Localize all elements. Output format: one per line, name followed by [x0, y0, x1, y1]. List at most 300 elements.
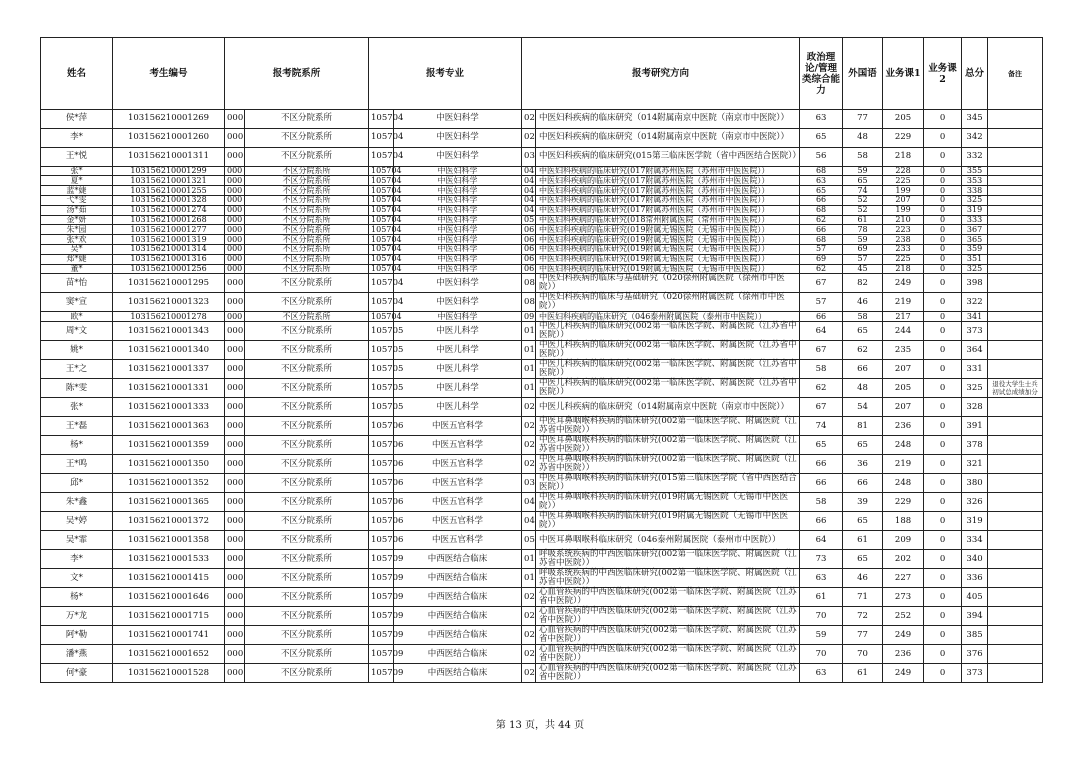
cell-dept: 不区分院系所 [245, 225, 369, 235]
cell-course1: 202 [883, 550, 924, 569]
cell-course2: 0 [924, 186, 962, 196]
cell-major: 中医妇科学 [394, 274, 522, 293]
cell-major: 中医儿科学 [394, 341, 522, 360]
cell-name: 郑*婕 [41, 254, 113, 264]
cell-dir-code: 06 [522, 264, 536, 274]
cell-dept-code: 000 [225, 215, 245, 225]
cell-dept: 不区分院系所 [245, 110, 369, 129]
cell-dir-code: 08 [522, 293, 536, 312]
cell-exam-no: 103156210001646 [113, 588, 225, 607]
cell-exam-no: 103156210001337 [113, 360, 225, 379]
cell-total: 378 [962, 436, 988, 455]
table-row [41, 512, 1043, 531]
cell-dir-code: 01 [522, 341, 536, 360]
table-row [41, 588, 1043, 607]
cell-course1: 223 [883, 225, 924, 235]
cell-major-code: 105704 [369, 235, 394, 245]
cell-total: 385 [962, 626, 988, 645]
score-table [40, 37, 1043, 683]
cell-dept: 不区分院系所 [245, 312, 369, 322]
cell-foreign: 65 [843, 176, 883, 186]
cell-major-code: 105705 [369, 341, 394, 360]
cell-total: 319 [962, 205, 988, 215]
cell-course2: 0 [924, 512, 962, 531]
cell-name: 李* [41, 550, 113, 569]
cell-name: 董* [41, 264, 113, 274]
cell-major: 中医五官科学 [394, 417, 522, 436]
cell-total: 351 [962, 254, 988, 264]
cell-total: 373 [962, 664, 988, 683]
cell-total: 394 [962, 607, 988, 626]
cell-course2: 0 [924, 493, 962, 512]
cell-foreign: 77 [843, 626, 883, 645]
cell-major: 中医妇科学 [394, 225, 522, 235]
cell-dept: 不区分院系所 [245, 245, 369, 255]
cell-politics: 69 [800, 254, 843, 264]
cell-dept-code: 000 [225, 341, 245, 360]
cell-politics: 65 [800, 436, 843, 455]
cell-note [988, 417, 1043, 436]
table-row [41, 166, 1043, 176]
cell-note [988, 110, 1043, 129]
cell-dept: 不区分院系所 [245, 607, 369, 626]
cell-foreign: 81 [843, 417, 883, 436]
table-row [41, 254, 1043, 264]
cell-major: 中医五官科学 [394, 474, 522, 493]
cell-major: 中医五官科学 [394, 455, 522, 474]
cell-name: 何*豪 [41, 664, 113, 683]
cell-foreign: 46 [843, 293, 883, 312]
table-row [41, 360, 1043, 379]
cell-course1: 219 [883, 293, 924, 312]
table-row [41, 474, 1043, 493]
cell-total: 391 [962, 417, 988, 436]
cell-total: 398 [962, 274, 988, 293]
header-politics: 政治理论/管理类综合能力 [800, 38, 843, 110]
cell-direction: 中医妇科疾病的临床研究(017附属苏州医院（苏州市中医医院）） [536, 205, 800, 215]
cell-politics: 58 [800, 360, 843, 379]
cell-politics: 68 [800, 205, 843, 215]
cell-major: 中西医结合临床 [394, 569, 522, 588]
cell-exam-no: 103156210001321 [113, 176, 225, 186]
cell-dir-code: 01 [522, 360, 536, 379]
cell-dept-code: 000 [225, 205, 245, 215]
cell-direction: 心血管疾病的中西医临床研究(002第一临床医学院、附属医院（江苏省中医院）） [536, 664, 800, 683]
cell-major-code: 105704 [369, 293, 394, 312]
cell-direction: 中医儿科疾病的临床研究(002第一临床医学院、附属医院（江苏省中医院）） [536, 379, 800, 398]
cell-direction: 呼吸系统疾病的中西医临床研究(002第一临床医学院、附属医院（江苏省中医院）） [536, 569, 800, 588]
cell-course1: 233 [883, 245, 924, 255]
cell-total: 328 [962, 398, 988, 417]
cell-direction: 中医妇科疾病的临床研究(017附属苏州医院（苏州市中医医院）） [536, 186, 800, 196]
cell-name: 侯*萍 [41, 110, 113, 129]
table-row [41, 196, 1043, 206]
cell-course1: 248 [883, 474, 924, 493]
cell-name: 周*文 [41, 322, 113, 341]
cell-note [988, 274, 1043, 293]
cell-course2: 0 [924, 474, 962, 493]
cell-course1: 273 [883, 588, 924, 607]
table-row [41, 493, 1043, 512]
cell-dept-code: 000 [225, 293, 245, 312]
cell-course2: 0 [924, 645, 962, 664]
cell-dir-code: 02 [522, 645, 536, 664]
cell-foreign: 45 [843, 264, 883, 274]
cell-dept: 不区分院系所 [245, 531, 369, 550]
cell-note [988, 398, 1043, 417]
cell-course2: 0 [924, 531, 962, 550]
cell-major: 中医妇科学 [394, 147, 522, 166]
cell-course2: 0 [924, 254, 962, 264]
cell-major-code: 105704 [369, 254, 394, 264]
cell-foreign: 48 [843, 379, 883, 398]
cell-foreign: 48 [843, 128, 883, 147]
table-row [41, 417, 1043, 436]
cell-direction: 中医妇科疾病的临床研究(015第三临床医学院（省中西医结合医院）） [536, 147, 800, 166]
cell-politics: 65 [800, 186, 843, 196]
cell-total: 405 [962, 588, 988, 607]
cell-dir-code: 01 [522, 569, 536, 588]
cell-name: 朱*鑫 [41, 493, 113, 512]
cell-direction: 中医妇科疾病的临床研究(019附属无锡医院（无锡市中医医院）） [536, 225, 800, 235]
cell-total: 326 [962, 493, 988, 512]
cell-note [988, 550, 1043, 569]
cell-major-code: 105706 [369, 417, 394, 436]
cell-politics: 66 [800, 225, 843, 235]
cell-dir-code: 02 [522, 398, 536, 417]
cell-course1: 218 [883, 264, 924, 274]
cell-dept-code: 000 [225, 264, 245, 274]
cell-note [988, 235, 1043, 245]
cell-dept-code: 000 [225, 436, 245, 455]
cell-major-code: 105709 [369, 569, 394, 588]
table-row [41, 274, 1043, 293]
header-note: 备注 [988, 38, 1043, 110]
table-header [41, 38, 1043, 110]
cell-direction: 中医妇科疾病的临床研究(019附属无锡医院（无锡市中医医院）） [536, 235, 800, 245]
cell-exam-no: 103156210001365 [113, 493, 225, 512]
cell-note [988, 166, 1043, 176]
cell-note [988, 322, 1043, 341]
cell-exam-no: 103156210001278 [113, 312, 225, 322]
cell-direction: 中医耳鼻咽喉科疾病的临床研究(019附属无锡医院（无锡市中医医院）） [536, 493, 800, 512]
cell-direction: 中医耳鼻咽喉科疾病的临床研究(015第三临床医学院（省中西医结合医院）） [536, 474, 800, 493]
cell-dept: 不区分院系所 [245, 264, 369, 274]
cell-exam-no: 103156210001372 [113, 512, 225, 531]
cell-major-code: 105704 [369, 312, 394, 322]
cell-total: 334 [962, 531, 988, 550]
cell-exam-no: 103156210001268 [113, 215, 225, 225]
cell-note [988, 312, 1043, 322]
cell-name: 张*欢 [41, 235, 113, 245]
cell-course1: 229 [883, 493, 924, 512]
cell-foreign: 72 [843, 607, 883, 626]
cell-course1: 229 [883, 128, 924, 147]
cell-major: 中医妇科学 [394, 196, 522, 206]
cell-major-code: 105709 [369, 664, 394, 683]
cell-exam-no: 103156210001274 [113, 205, 225, 215]
cell-course2: 0 [924, 245, 962, 255]
table-row [41, 550, 1043, 569]
cell-major-code: 105705 [369, 360, 394, 379]
cell-course1: 238 [883, 235, 924, 245]
cell-course2: 0 [924, 417, 962, 436]
cell-course2: 0 [924, 293, 962, 312]
cell-foreign: 59 [843, 166, 883, 176]
cell-direction: 中医妇科疾病的临床与基础研究（020徐州附属医院（徐州市中医院）） [536, 274, 800, 293]
cell-total: 331 [962, 360, 988, 379]
cell-foreign: 59 [843, 235, 883, 245]
cell-course1: 217 [883, 312, 924, 322]
cell-major: 中西医结合临床 [394, 645, 522, 664]
cell-dept-code: 000 [225, 455, 245, 474]
cell-direction: 中医耳鼻咽喉科疾病的临床研究(019附属无锡医院（无锡市中医医院）） [536, 512, 800, 531]
cell-direction: 中医妇科疾病的临床研究(018常州附属医院（常州市中医医院）） [536, 215, 800, 225]
cell-course2: 0 [924, 588, 962, 607]
cell-major: 中医妇科学 [394, 110, 522, 129]
cell-dir-code: 02 [522, 664, 536, 683]
cell-course1: 188 [883, 512, 924, 531]
cell-total: 380 [962, 474, 988, 493]
table-row [41, 607, 1043, 626]
cell-note [988, 128, 1043, 147]
cell-politics: 61 [800, 588, 843, 607]
cell-direction: 中医耳鼻咽喉科疾病的临床研究(002第一临床医学院、附属医院（江苏省中医院）） [536, 417, 800, 436]
cell-major: 中医儿科学 [394, 379, 522, 398]
cell-dir-code: 02 [522, 588, 536, 607]
cell-course1: 210 [883, 215, 924, 225]
cell-course2: 0 [924, 341, 962, 360]
cell-direction: 中医妇科疾病的临床研究（014附属南京中医院（南京市中医院）） [536, 110, 800, 129]
cell-dept-code: 000 [225, 379, 245, 398]
cell-note [988, 474, 1043, 493]
cell-foreign: 54 [843, 398, 883, 417]
cell-dept: 不区分院系所 [245, 176, 369, 186]
cell-course2: 0 [924, 235, 962, 245]
cell-dept: 不区分院系所 [245, 254, 369, 264]
cell-course2: 0 [924, 322, 962, 341]
cell-major: 中医妇科学 [394, 312, 522, 322]
cell-course1: 207 [883, 196, 924, 206]
cell-name: 夏* [41, 176, 113, 186]
cell-note [988, 455, 1043, 474]
cell-total: 359 [962, 245, 988, 255]
cell-major-code: 105704 [369, 186, 394, 196]
cell-name: 窦*宣 [41, 293, 113, 312]
cell-foreign: 65 [843, 322, 883, 341]
cell-politics: 73 [800, 550, 843, 569]
cell-dept: 不区分院系所 [245, 166, 369, 176]
cell-course1: 236 [883, 645, 924, 664]
cell-exam-no: 103156210001331 [113, 379, 225, 398]
cell-name: 阿*勒 [41, 626, 113, 645]
table-row [41, 398, 1043, 417]
cell-course1: 225 [883, 176, 924, 186]
cell-dept: 不区分院系所 [245, 645, 369, 664]
cell-course1: 205 [883, 379, 924, 398]
cell-course1: 228 [883, 166, 924, 176]
cell-note [988, 436, 1043, 455]
cell-foreign: 58 [843, 312, 883, 322]
cell-name: 李* [41, 128, 113, 147]
cell-name: 姚* [41, 341, 113, 360]
cell-politics: 66 [800, 512, 843, 531]
cell-major: 中医妇科学 [394, 245, 522, 255]
cell-course2: 0 [924, 607, 962, 626]
cell-course1: 219 [883, 455, 924, 474]
header-foreign: 外国语 [843, 38, 883, 110]
cell-note [988, 360, 1043, 379]
cell-exam-no: 103156210001295 [113, 274, 225, 293]
cell-name: 文* [41, 569, 113, 588]
cell-foreign: 65 [843, 436, 883, 455]
cell-major-code: 105705 [369, 322, 394, 341]
cell-dept: 不区分院系所 [245, 569, 369, 588]
cell-total: 321 [962, 455, 988, 474]
cell-politics: 64 [800, 531, 843, 550]
cell-politics: 57 [800, 245, 843, 255]
cell-course2: 0 [924, 176, 962, 186]
cell-course2: 0 [924, 379, 962, 398]
cell-major: 中医妇科学 [394, 128, 522, 147]
cell-direction: 中医妇科疾病的临床研究(019附属无锡医院（无锡市中医医院）） [536, 245, 800, 255]
cell-major: 中医儿科学 [394, 398, 522, 417]
cell-total: 365 [962, 235, 988, 245]
cell-note [988, 215, 1043, 225]
cell-direction: 中医儿科疾病的临床研究(002第一临床医学院、附属医院（江苏省中医院）） [536, 360, 800, 379]
cell-politics: 57 [800, 293, 843, 312]
cell-politics: 74 [800, 417, 843, 436]
cell-major-code: 105704 [369, 166, 394, 176]
cell-direction: 中医耳鼻咽喉科疾病的临床研究(002第一临床医学院、附属医院（江苏省中医院）） [536, 436, 800, 455]
cell-dept: 不区分院系所 [245, 128, 369, 147]
cell-course2: 0 [924, 312, 962, 322]
cell-total: 325 [962, 196, 988, 206]
cell-politics: 66 [800, 455, 843, 474]
cell-note [988, 626, 1043, 645]
cell-dept: 不区分院系所 [245, 322, 369, 341]
cell-dept-code: 000 [225, 110, 245, 129]
cell-exam-no: 103156210001340 [113, 341, 225, 360]
cell-dept-code: 000 [225, 664, 245, 683]
cell-dept-code: 000 [225, 245, 245, 255]
cell-dir-code: 02 [522, 110, 536, 129]
cell-dir-code: 04 [522, 493, 536, 512]
cell-exam-no: 103156210001333 [113, 398, 225, 417]
table-row [41, 322, 1043, 341]
cell-total: 325 [962, 264, 988, 274]
cell-exam-no: 103156210001352 [113, 474, 225, 493]
cell-dept: 不区分院系所 [245, 196, 369, 206]
cell-exam-no: 103156210001255 [113, 186, 225, 196]
cell-exam-no: 103156210001314 [113, 245, 225, 255]
cell-major-code: 105704 [369, 110, 394, 129]
cell-dir-code: 01 [522, 550, 536, 569]
cell-name: 吴*婷 [41, 512, 113, 531]
cell-dept: 不区分院系所 [245, 215, 369, 225]
cell-course2: 0 [924, 455, 962, 474]
cell-dir-code: 05 [522, 531, 536, 550]
cell-total: 353 [962, 176, 988, 186]
admission-score-table [40, 37, 1042, 683]
cell-dept-code: 000 [225, 417, 245, 436]
cell-dept: 不区分院系所 [245, 664, 369, 683]
cell-total: 376 [962, 645, 988, 664]
cell-total: 345 [962, 110, 988, 129]
cell-note [988, 264, 1043, 274]
cell-exam-no: 103156210001328 [113, 196, 225, 206]
cell-politics: 67 [800, 398, 843, 417]
cell-name: 弋*雯 [41, 196, 113, 206]
cell-name: 金*妍 [41, 215, 113, 225]
cell-dir-code: 09 [522, 312, 536, 322]
cell-total: 322 [962, 293, 988, 312]
cell-dept-code: 000 [225, 569, 245, 588]
cell-dept-code: 000 [225, 186, 245, 196]
cell-major: 中医儿科学 [394, 322, 522, 341]
cell-major-code: 105706 [369, 531, 394, 550]
cell-politics: 66 [800, 196, 843, 206]
cell-foreign: 61 [843, 215, 883, 225]
cell-course2: 0 [924, 166, 962, 176]
table-row [41, 110, 1043, 129]
cell-politics: 70 [800, 607, 843, 626]
cell-foreign: 66 [843, 360, 883, 379]
cell-foreign: 65 [843, 550, 883, 569]
cell-foreign: 70 [843, 645, 883, 664]
cell-exam-no: 103156210001359 [113, 436, 225, 455]
cell-name: 王*之 [41, 360, 113, 379]
cell-note [988, 493, 1043, 512]
cell-foreign: 61 [843, 664, 883, 683]
header-direction: 报考研究方向 [522, 38, 800, 110]
cell-name: 潘*燕 [41, 645, 113, 664]
cell-foreign: 65 [843, 512, 883, 531]
cell-dept-code: 000 [225, 312, 245, 322]
cell-major: 中医妇科学 [394, 293, 522, 312]
cell-dept: 不区分院系所 [245, 379, 369, 398]
cell-dept-code: 000 [225, 474, 245, 493]
cell-dept-code: 000 [225, 493, 245, 512]
cell-total: 338 [962, 186, 988, 196]
cell-major-code: 105706 [369, 455, 394, 474]
cell-note [988, 186, 1043, 196]
cell-course2: 0 [924, 264, 962, 274]
cell-dept: 不区分院系所 [245, 274, 369, 293]
cell-course1: 207 [883, 360, 924, 379]
cell-dept: 不区分院系所 [245, 550, 369, 569]
cell-direction: 中医妇科疾病的临床研究(017附属苏州医院（苏州市中医医院）） [536, 166, 800, 176]
cell-course2: 0 [924, 626, 962, 645]
cell-course1: 218 [883, 147, 924, 166]
cell-direction: 中医妇科疾病的临床研究(019附属无锡医院（无锡市中医医院）） [536, 254, 800, 264]
cell-major-code: 105704 [369, 196, 394, 206]
cell-course2: 0 [924, 128, 962, 147]
cell-dept: 不区分院系所 [245, 293, 369, 312]
cell-note [988, 531, 1043, 550]
cell-dept-code: 000 [225, 166, 245, 176]
cell-note [988, 341, 1043, 360]
cell-exam-no: 103156210001256 [113, 264, 225, 274]
cell-exam-no: 103156210001319 [113, 235, 225, 245]
cell-major-code: 105704 [369, 128, 394, 147]
cell-dir-code: 04 [522, 166, 536, 176]
cell-dir-code: 06 [522, 235, 536, 245]
cell-major: 中西医结合临床 [394, 607, 522, 626]
cell-dept-code: 000 [225, 196, 245, 206]
cell-foreign: 78 [843, 225, 883, 235]
cell-dept-code: 000 [225, 360, 245, 379]
